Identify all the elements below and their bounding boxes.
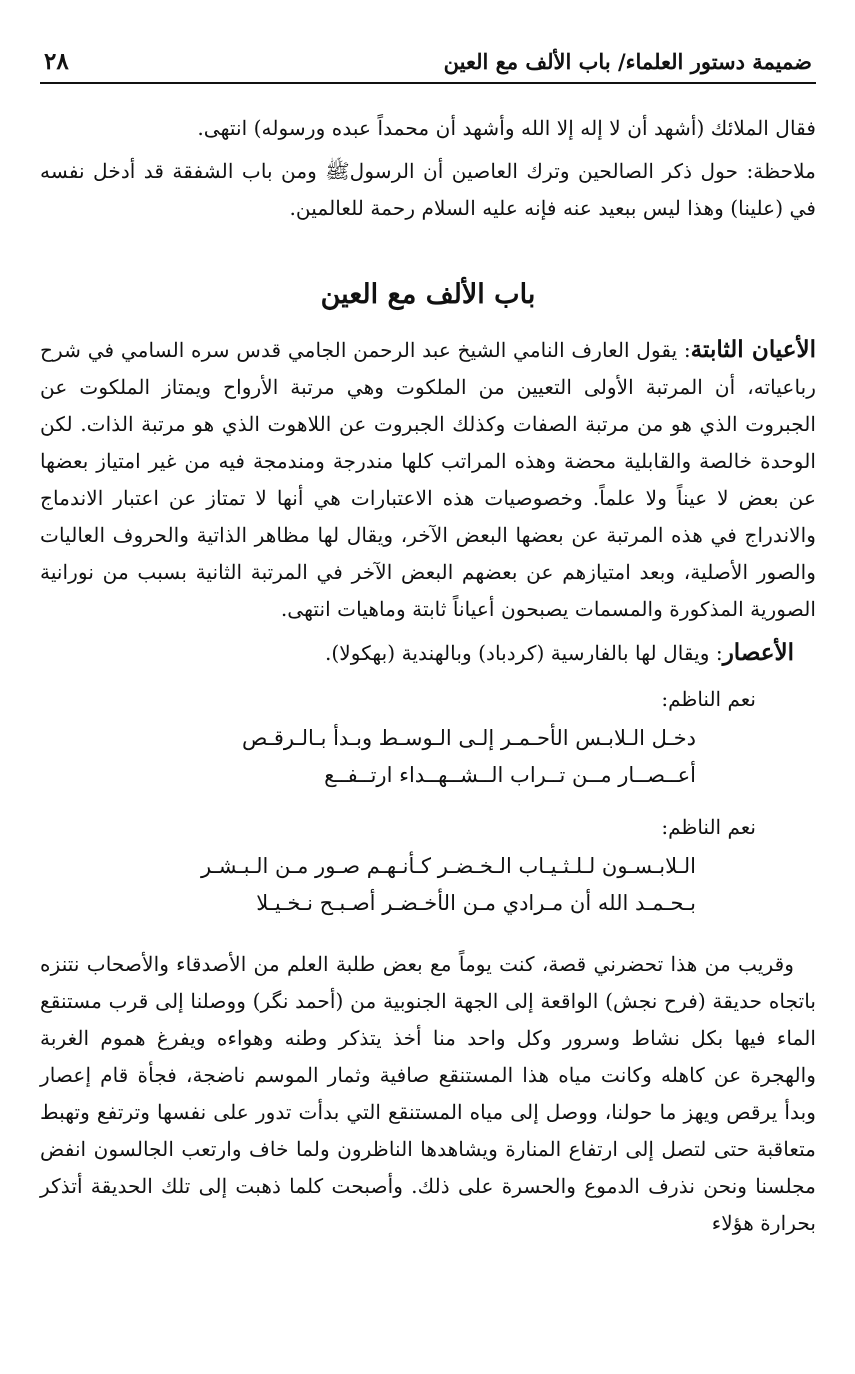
poem-1-label: نعم الناظم: bbox=[661, 687, 756, 711]
entry-ayan bbox=[40, 331, 816, 628]
running-header bbox=[40, 48, 816, 84]
section-heading: باب الألف مع العين bbox=[320, 279, 536, 310]
closing-quote-paragraph: فقال الملائك (أشهد أن لا إله إلا الله وأشهد أن محمداً عبده ورسوله) انتهى. bbox=[197, 116, 816, 140]
running-header-title: ضميمة دستور العلماء/ باب الألف مع العين bbox=[443, 49, 812, 74]
poem-1-verse-1: دخـل الـلابـس الأحـمـر إلـى الـوسـط وبـدأ بـالـرقـص bbox=[241, 726, 696, 750]
poem-2 bbox=[40, 848, 816, 922]
entry-ayan-text: : يقول العارف النامي الشيخ عبد الرحمن الجامي قدس سره السامي في شرح رباعياته، أن المرتبة الأولى التعيين من الملكوت وهي مرتبة الأرواح ويمتاز الملكوت عن الجبروت الذي هو من مرتبة الصفات وكذلك الجبروت عن اللاهوت الذي هو مرتبة الذات. لكن الوحدة خالصة والقابلية محضة وهذه المراتب كلها مندرجة ومندمجة فيه من غير امتياز بعضها عن بعض لا عيناً ولا علماً. وخصوصيات هذه الاعتبارات هي أنها لا تمتاز عن اعتبار الاندماج والاندراج في هذه المرتبة عن بعضها البعض الآخر، ويقال لها مظاهر الذاتية والحروف العاليات والصور الأصلية، وبعد امتيازهم عن بعضهم البعض الآخر في المرتبة الثانية بسبب من نورانية الصورية المذكورة والمسمات يصبحون أعياناً ثابتة وماهيات انتهى. bbox=[40, 338, 816, 621]
poem-2-label: نعم الناظم: bbox=[661, 815, 756, 839]
entry-ayan-term: الأعيان الثابتة bbox=[690, 336, 816, 363]
story-paragraph: وقريب من هذا تحضرني قصة، كنت يوماً مع بعض طلبة العلم من الأصدقاء والأصحاب نتنزه باتجاه حديقة (فرح نجش) الواقعة إلى الجهة الجنوبية من (أحمد نگر) ووصلنا إلى قرب مستنقع الماء فيها بكل نشاط وسرور وكل واحد منا أخذ يتذكر وطنه وهواءه ويفرغ هموم الغربة والهجرة عن كاهله وكانت مياه هذا المستنقع صافية وثمار الموسم ناضجة، فجأة قام إعصار وبدأ يرقص ويهز ما حولنا، ووصل إلى مياه المستنقع التي بدأت تدور على نفسها وترتفع وتهبط متعاقبة حتى لتصل إلى ارتفاع المنارة ويشاهدها الناظرون ولما خاف وارتعب الجالسون انفض مجلسنا ونحن نذرف الدموع والحسرة على ذلك. وأصبحت كلما ذهبت إلى تلك الحديقة أتذكر بحرارة هؤلاء bbox=[40, 952, 816, 1235]
page-number: ٢٨ bbox=[44, 48, 69, 75]
entry-asar-term: الأعصار bbox=[722, 639, 794, 666]
entry-asar bbox=[40, 634, 816, 672]
poem-1-verse-2: أعــصــار مــن تــراب الــشــهــداء ارتــفــع bbox=[324, 763, 696, 787]
note-paragraph: ملاحظة: حول ذكر الصالحين وترك العاصين أن الرسولﷺ ومن باب الشفقة قد أدخل نفسه في (علينا) وهذا ليس ببعيد عنه فإنه عليه السلام رحمة للعالمين. bbox=[40, 159, 816, 220]
entry-asar-text: : ويقال لها بالفارسية (كردباد) وبالهندية (بهكولا). bbox=[324, 641, 723, 665]
poem-2-verse-2: بـحـمـد الله أن مـرادي مـن الأخـضـر أصـبـح نـخـيـلا bbox=[256, 891, 696, 915]
book-page bbox=[40, 48, 816, 1242]
poem-2-verse-1: الـلابـسـون لـلـثـيـاب الـخـضـر كـأنـهـم صـور مـن الـبـشـر bbox=[200, 854, 696, 878]
poem-1 bbox=[40, 720, 816, 794]
